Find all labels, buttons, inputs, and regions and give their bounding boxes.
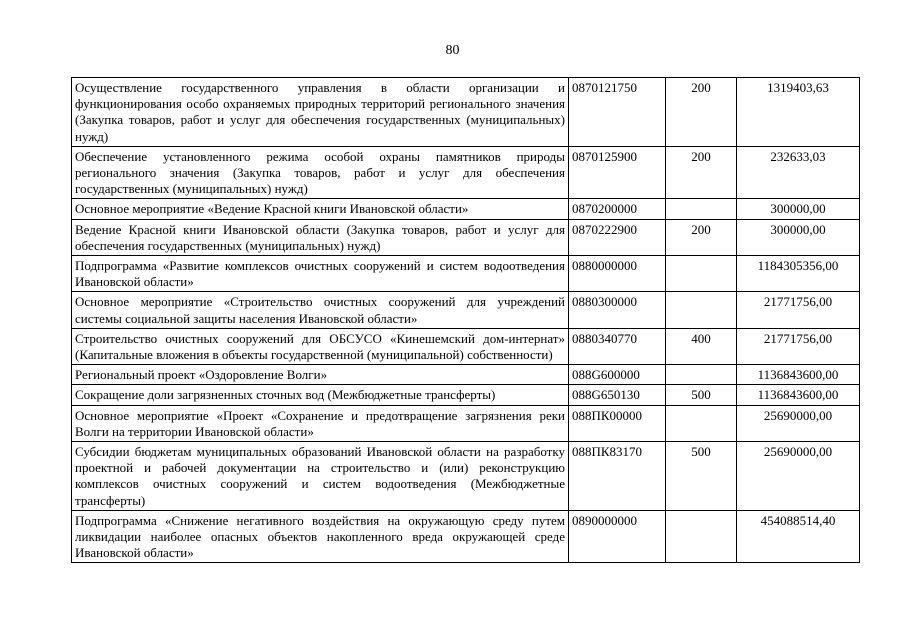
row-name-cell: Осуществление государственного управления в области организации и функционирования особо охраняемых природных территорий регионального значения (Закупка товаров, работ и услуг для обеспечения государственных (муниципальных) нужд) xyxy=(72,78,569,147)
row-expense-type-cell: 500 xyxy=(666,385,737,405)
row-expense-type-cell: 400 xyxy=(666,328,737,364)
row-name-cell: Обеспечение установленного режима особой охраны памятников природы регионального значения (Закупка товаров, работ и услуг для обеспечения государственных (муниципальных) нужд) xyxy=(72,146,569,199)
row-code-cell: 0870121750 xyxy=(569,78,666,147)
row-name-cell: Подпрограмма «Развитие комплексов очистных сооружений и систем водоотведения Ивановской области» xyxy=(72,256,569,292)
row-code-cell: 0870222900 xyxy=(569,219,666,255)
table-row xyxy=(72,292,860,328)
row-amount-cell: 1184305356,00 xyxy=(737,256,860,292)
row-code-cell: 0880300000 xyxy=(569,292,666,328)
row-name-cell: Субсидии бюджетам муниципальных образований Ивановской области на разработку проектной и рабочей документации на строительство и (или) реконструкцию комплексов очистных сооружений и систем водоотведения (Межбюджетные трансферты) xyxy=(72,442,569,511)
table-row xyxy=(72,219,860,255)
row-code-cell: 0890000000 xyxy=(569,510,666,563)
row-name-cell: Основное мероприятие «Строительство очистных сооружений для учреждений системы социальной защиты населения Ивановской области» xyxy=(72,292,569,328)
table-row xyxy=(72,256,860,292)
row-expense-type-cell: 200 xyxy=(666,146,737,199)
row-amount-cell: 300000,00 xyxy=(737,219,860,255)
row-amount-cell: 25690000,00 xyxy=(737,405,860,441)
table-row xyxy=(72,442,860,511)
row-name-cell: Строительство очистных сооружений для ОБСУСО «Кинешемский дом-интернат» (Капитальные вложения в объекты государственной (муниципальной) собственности) xyxy=(72,328,569,364)
row-amount-cell: 454088514,40 xyxy=(737,510,860,563)
row-expense-type-cell: 200 xyxy=(666,219,737,255)
row-amount-cell: 1136843600,00 xyxy=(737,365,860,385)
row-amount-cell: 232633,03 xyxy=(737,146,860,199)
budget-table-body xyxy=(72,78,860,563)
budget-table xyxy=(71,77,860,563)
row-name-cell: Основное мероприятие «Ведение Красной книги Ивановской области» xyxy=(72,199,569,219)
row-expense-type-cell xyxy=(666,405,737,441)
table-row xyxy=(72,328,860,364)
row-code-cell: 088ПК83170 xyxy=(569,442,666,511)
row-code-cell: 0880340770 xyxy=(569,328,666,364)
row-expense-type-cell xyxy=(666,510,737,563)
table-row xyxy=(72,146,860,199)
row-code-cell: 0880000000 xyxy=(569,256,666,292)
table-row xyxy=(72,365,860,385)
row-amount-cell: 1319403,63 xyxy=(737,78,860,147)
table-row xyxy=(72,405,860,441)
row-amount-cell: 25690000,00 xyxy=(737,442,860,511)
row-expense-type-cell: 500 xyxy=(666,442,737,511)
row-expense-type-cell xyxy=(666,365,737,385)
table-row xyxy=(72,199,860,219)
table-row xyxy=(72,510,860,563)
row-code-cell: 088G650130 xyxy=(569,385,666,405)
table-row xyxy=(72,385,860,405)
row-code-cell: 088ПК00000 xyxy=(569,405,666,441)
row-name-cell: Региональный проект «Оздоровление Волги» xyxy=(72,365,569,385)
row-expense-type-cell xyxy=(666,199,737,219)
row-name-cell: Ведение Красной книги Ивановской области (Закупка товаров, работ и услуг для обеспечения государственных (муниципальных) нужд) xyxy=(72,219,569,255)
page-number: 80 xyxy=(445,43,460,58)
row-code-cell: 088G600000 xyxy=(569,365,666,385)
row-expense-type-cell xyxy=(666,256,737,292)
row-amount-cell: 1136843600,00 xyxy=(737,385,860,405)
row-name-cell: Сокращение доли загрязненных сточных вод (Межбюджетные трансферты) xyxy=(72,385,569,405)
row-amount-cell: 300000,00 xyxy=(737,199,860,219)
table-row xyxy=(72,78,860,147)
row-name-cell: Основное мероприятие «Проект «Сохранение и предотвращение загрязнения реки Волги на территории Ивановской области» xyxy=(72,405,569,441)
row-code-cell: 0870200000 xyxy=(569,199,666,219)
row-amount-cell: 21771756,00 xyxy=(737,292,860,328)
row-code-cell: 0870125900 xyxy=(569,146,666,199)
row-name-cell: Подпрограмма «Снижение негативного воздействия на окружающую среду путем ликвидации наиболее опасных объектов накопленного вреда окружающей среде Ивановской области» xyxy=(72,510,569,563)
row-expense-type-cell: 200 xyxy=(666,78,737,147)
row-expense-type-cell xyxy=(666,292,737,328)
row-amount-cell: 21771756,00 xyxy=(737,328,860,364)
